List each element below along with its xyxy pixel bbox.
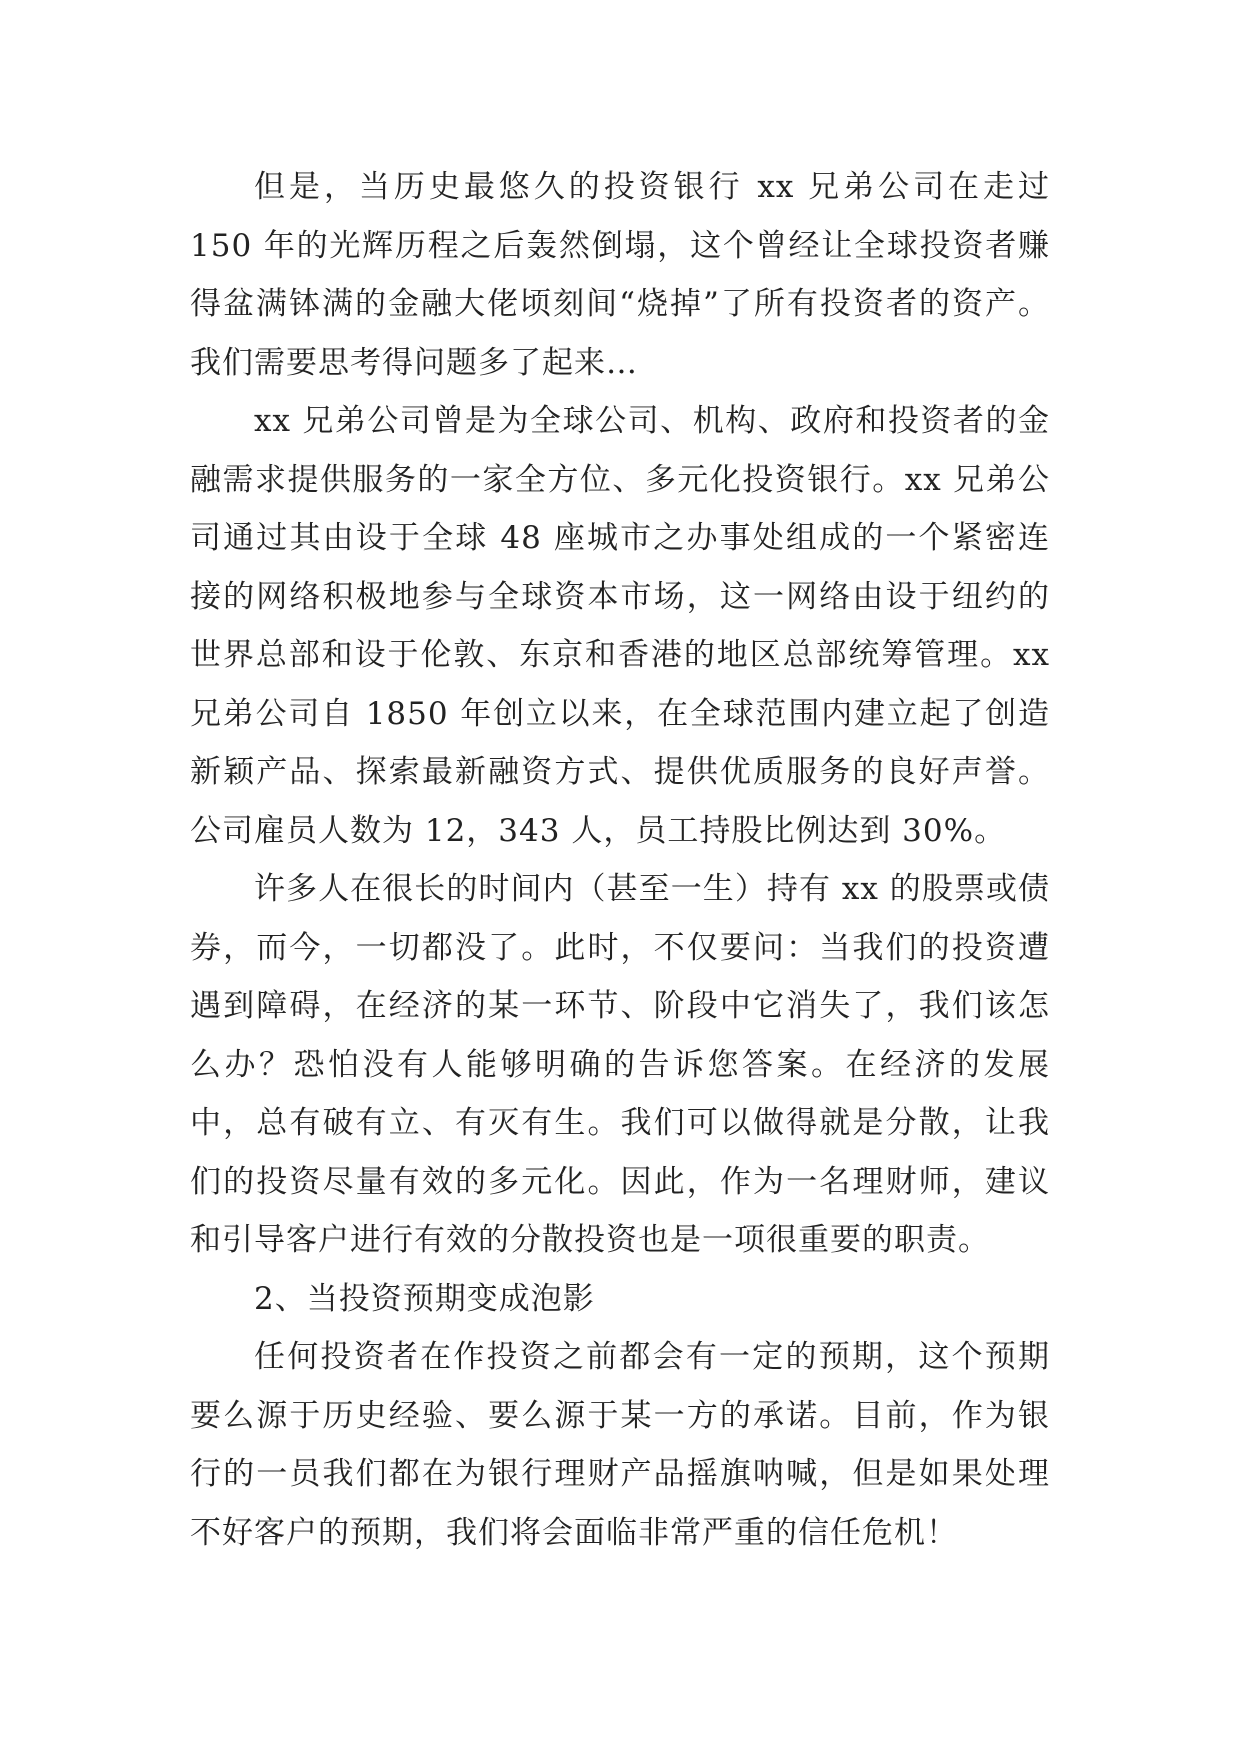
document-body <box>190 158 1050 1562</box>
paragraph-xx-collapse-intro: 但是，当历史最悠久的投资银行 xx 兄弟公司在走过 150 年的光辉历程之后轰然倒塌，这个曾经让全球投资者赚得盆满钵满的金融大佬顷刻间“烧掉”了所有投资者的资产。我们需要思考得问题多了起来… <box>190 169 1050 381</box>
section-heading: 2、当投资预期变成泡影 <box>254 1280 595 1317</box>
paragraph-investment-expectations: 任何投资者在作投资之前都会有一定的预期，这个预期要么源于历史经验、要么源于某一方的承诺。目前，作为银行的一员我们都在为银行理财产品摇旗呐喊，但是如果处理不好客户的预期，我们将会面临非常严重的信任危机！ <box>190 1339 1050 1551</box>
paragraph-company-profile: xx 兄弟公司曾是为全球公司、机构、政府和投资者的金融需求提供服务的一家全方位、多元化投资银行。xx 兄弟公司通过其由设于全球 48 座城市之办事处组成的一个紧密连接的网络积极地参与全球资本市场，这一网络由设于纽约的世界总部和设于伦敦、东京和香港的地区总部统筹管理。xx 兄弟公司自 1850 年创立以来，在全球范围内建立起了创造新颖产品、探索最新融资方式、提供优质服务的良好声誉。公司雇员人数为 12，343 人，员工持股比例达到 30%。 <box>190 403 1050 849</box>
paragraph-diversification: 许多人在很长的时间内（甚至一生）持有 xx 的股票或债券，而今，一切都没了。此时，不仅要问：当我们的投资遭遇到障碍，在经济的某一环节、阶段中它消失了，我们该怎么办？恐怕没有人能够明确的告诉您答案。在经济的发展中，总有破有立、有灭有生。我们可以做得就是分散，让我们的投资尽量有效的多元化。因此，作为一名理财师，建议和引导客户进行有效的分散投资也是一项很重要的职责。 <box>190 871 1050 1258</box>
